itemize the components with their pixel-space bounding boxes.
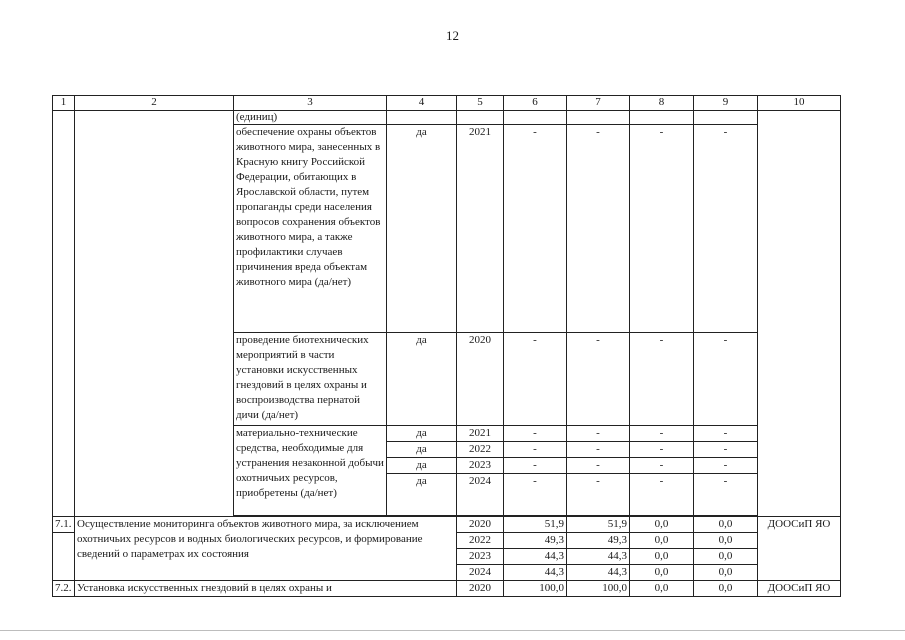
cell-c8: - bbox=[630, 333, 694, 426]
cell-c9: 0,0 bbox=[694, 565, 758, 581]
col-header-5: 5 bbox=[457, 96, 504, 111]
cell-c6: - bbox=[504, 426, 567, 442]
cell-c9: - bbox=[694, 458, 758, 474]
indicator-units-tail: (единиц) bbox=[234, 111, 387, 125]
cell-name-blank bbox=[75, 111, 234, 517]
column-number-row bbox=[53, 96, 841, 111]
cell-c7: - bbox=[567, 125, 630, 333]
table-row bbox=[53, 517, 841, 533]
indicator-year: 2022 bbox=[457, 442, 504, 458]
cell-c7: - bbox=[567, 333, 630, 426]
item-monitoring-text: Осуществление мониторинга объектов животного мира, за исключением охотничьих ресурсов и водных биологических ресурсов, и формирование сведений о параметрах их состояния bbox=[75, 517, 457, 581]
item-executor: ДООСиП ЯО bbox=[758, 517, 841, 581]
col-header-8: 8 bbox=[630, 96, 694, 111]
cell-c6: - bbox=[504, 474, 567, 516]
cell-c6: 44,3 bbox=[504, 549, 567, 565]
cell-c8: - bbox=[630, 458, 694, 474]
table-row bbox=[53, 581, 841, 597]
col-header-9: 9 bbox=[694, 96, 758, 111]
page-number: 12 bbox=[446, 28, 459, 43]
item-executor: ДООСиП ЯО bbox=[758, 581, 841, 597]
indicator-value: да bbox=[387, 442, 457, 458]
col-header-1: 1 bbox=[53, 96, 75, 111]
item-number: 7.2. bbox=[53, 581, 75, 597]
cell-c8: - bbox=[630, 474, 694, 516]
cell-c9: - bbox=[694, 426, 758, 442]
cell-num-blank bbox=[53, 111, 75, 517]
indicator-value: да bbox=[387, 125, 457, 333]
cell-c9: 0,0 bbox=[694, 549, 758, 565]
item-year: 2024 bbox=[457, 565, 504, 581]
cell-c8: 0,0 bbox=[630, 581, 694, 597]
page-bottom-rule bbox=[0, 630, 905, 631]
indicator-value: да bbox=[387, 458, 457, 474]
cell-c7: 44,3 bbox=[567, 549, 630, 565]
item-year: 2020 bbox=[457, 517, 504, 533]
col-header-4: 4 bbox=[387, 96, 457, 111]
cell-c8: 0,0 bbox=[630, 517, 694, 533]
cell-c8: 0,0 bbox=[630, 533, 694, 549]
indicator-materials: материально-технические средства, необходимые для устранения незаконной добычи охотничьих ресурсов, приобретены (да/нет) bbox=[234, 426, 387, 516]
cell-c8: - bbox=[630, 442, 694, 458]
item-number: 7.1. bbox=[53, 517, 75, 533]
item-year: 2022 bbox=[457, 533, 504, 549]
indicator-value: да bbox=[387, 474, 457, 516]
cell-c7: - bbox=[567, 458, 630, 474]
col-header-2: 2 bbox=[75, 96, 234, 111]
cell-c6: 100,0 bbox=[504, 581, 567, 597]
indicator-year: 2020 bbox=[457, 333, 504, 426]
cell-executor-blank bbox=[758, 111, 841, 517]
cell-c7: 44,3 bbox=[567, 565, 630, 581]
indicator-year: 2023 bbox=[457, 458, 504, 474]
cell-c7: - bbox=[567, 426, 630, 442]
cell-c7: 49,3 bbox=[567, 533, 630, 549]
cell-c9: - bbox=[694, 125, 758, 333]
col-header-7: 7 bbox=[567, 96, 630, 111]
cell-c8: 0,0 bbox=[630, 565, 694, 581]
cell-c9: 0,0 bbox=[694, 517, 758, 533]
cell-c7: 51,9 bbox=[567, 517, 630, 533]
program-table bbox=[52, 95, 841, 597]
col-header-10: 10 bbox=[758, 96, 841, 111]
cell-c7: - bbox=[567, 442, 630, 458]
cell-c8: 0,0 bbox=[630, 549, 694, 565]
cell-c6: - bbox=[504, 458, 567, 474]
cell-c6: 44,3 bbox=[504, 565, 567, 581]
indicator-value: да bbox=[387, 333, 457, 426]
item-year: 2020 bbox=[457, 581, 504, 597]
cell-c6: - bbox=[504, 333, 567, 426]
cell-c9: - bbox=[694, 333, 758, 426]
cell-c8: - bbox=[630, 426, 694, 442]
cell-c8: - bbox=[630, 125, 694, 333]
indicator-year: 2021 bbox=[457, 426, 504, 442]
cell-c6: 51,9 bbox=[504, 517, 567, 533]
indicator-protection: обеспечение охраны объектов животного мира, занесенных в Красную книгу Российской Федерации, обитающих в Ярославской области, путем пропаганды среди населения вопросов сохранения объектов животного мира, а также профилактики случаев причинения вреда объектам животного мира (да/нет) bbox=[234, 125, 387, 333]
cell-c9: - bbox=[694, 442, 758, 458]
indicator-value: да bbox=[387, 426, 457, 442]
col-header-3: 3 bbox=[234, 96, 387, 111]
cell-c6: - bbox=[504, 125, 567, 333]
item-nests-text: Установка искусственных гнездовий в целях охраны и bbox=[75, 581, 457, 597]
cell-c9: 0,0 bbox=[694, 533, 758, 549]
indicator-biotech: проведение биотехнических мероприятий в части установки искусственных гнездовий в целях охраны и воспроизводства пернатой дичи (да/нет) bbox=[234, 333, 387, 426]
cell-c6: 49,3 bbox=[504, 533, 567, 549]
cell-c6: - bbox=[504, 442, 567, 458]
cell-c7: 100,0 bbox=[567, 581, 630, 597]
item-year: 2023 bbox=[457, 549, 504, 565]
cell-c9: 0,0 bbox=[694, 581, 758, 597]
table-row bbox=[53, 111, 841, 125]
cell-num-blank bbox=[53, 533, 75, 581]
cell-c9: - bbox=[694, 474, 758, 516]
indicator-year: 2024 bbox=[457, 474, 504, 516]
indicator-year: 2021 bbox=[457, 125, 504, 333]
cell-c7: - bbox=[567, 474, 630, 516]
col-header-6: 6 bbox=[504, 96, 567, 111]
